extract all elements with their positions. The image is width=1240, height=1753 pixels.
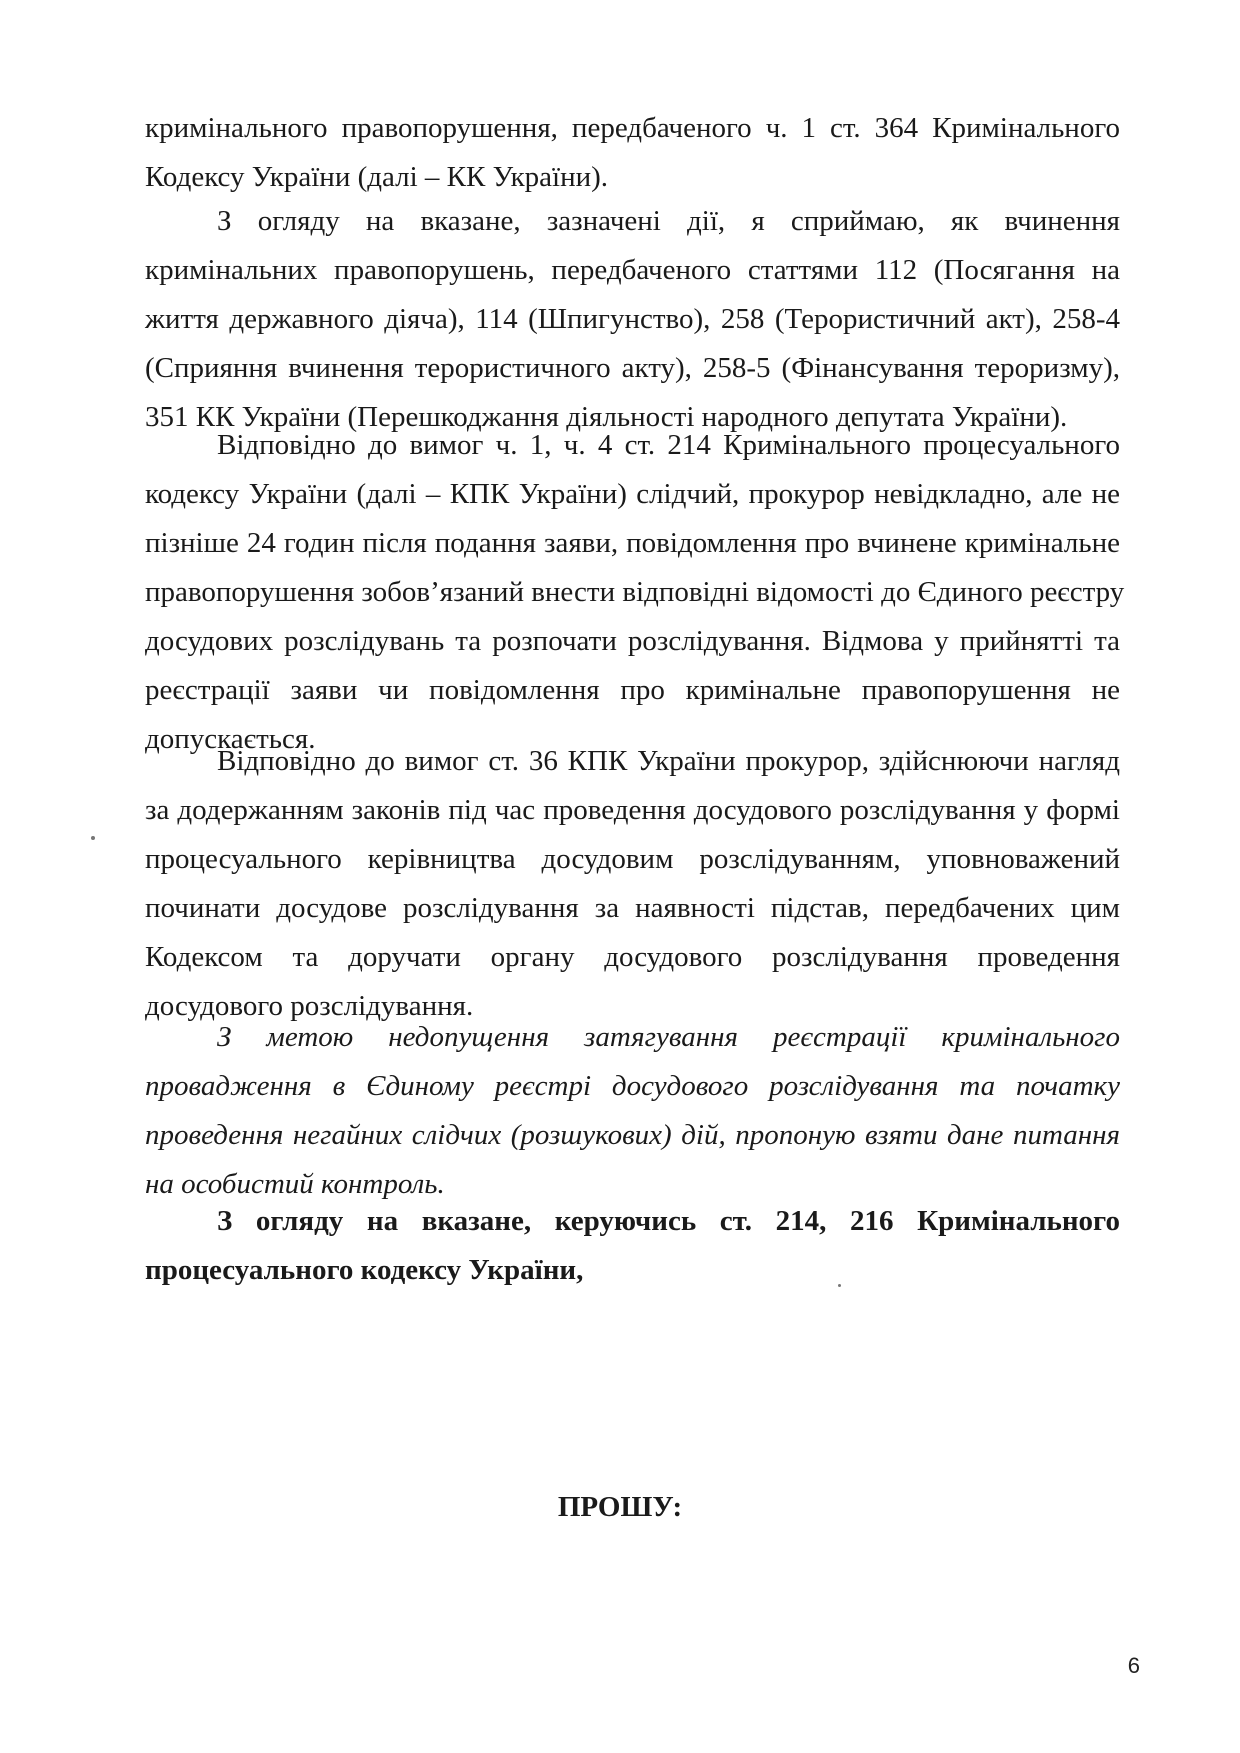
- text-line: кримінальних правопорушень, передбаченого статтями 112 (Посягання на: [145, 254, 1120, 286]
- text-line: З огляду на вказане, керуючись ст. 214, 216 Кримінального: [217, 1205, 1120, 1237]
- text-line: пізніше 24 годин після подання заяви, повідомлення про вчинене кримінальне: [145, 527, 1120, 559]
- scan-speck: [838, 1284, 841, 1287]
- page-number: 6: [1127, 1653, 1140, 1678]
- text-line: починати досудове розслідування за наявності підстав, передбачених цим: [145, 892, 1120, 924]
- request-heading: ПРОШУ:: [557, 1491, 683, 1523]
- text-line: процесуального керівництва досудовим розслідуванням, уповноважений: [145, 843, 1120, 875]
- text-line: З огляду на вказане, зазначені дії, я сприймаю, як вчинення: [217, 205, 1120, 237]
- paragraph-article-214: [145, 421, 1125, 764]
- paragraph-proposal: [145, 1013, 1120, 1209]
- text-line: З метою недопущення затягування реєстрації кримінального: [217, 1021, 1120, 1053]
- text-line: правопорушення зобов’язаний внести відповідні відомості до Єдиного реєстру: [145, 576, 1125, 608]
- paragraph-continuation: [145, 104, 1120, 202]
- text-line: Кодексом та доручати органу досудового розслідування проведення: [145, 941, 1120, 973]
- text-line: Відповідно до вимог ст. 36 КПК України прокурор, здійснюючи нагляд: [217, 745, 1120, 777]
- scan-speck: [91, 836, 95, 840]
- text-line: (Сприяння вчинення терористичного акту), 258-5 (Фінансування тероризму),: [145, 352, 1120, 384]
- text-line: Кодексу України (далі – КК України).: [145, 161, 609, 193]
- text-line: 351 КК України (Перешкоджання діяльності народного депутата України).: [145, 401, 1068, 433]
- text-line: на особистий контроль.: [145, 1168, 445, 1200]
- text-line: життя державного діяча), 114 (Шпигунство), 258 (Терористичний акт), 258-4: [145, 303, 1120, 335]
- text-line: кодексу України (далі – КПК України) слідчий, прокурор невідкладно, але не: [145, 478, 1120, 510]
- text-line: проведення негайних слідчих (розшукових) дій, пропоную взяти дане питання: [145, 1119, 1120, 1151]
- paragraph-offenses: [145, 197, 1120, 442]
- text-line: досудового розслідування.: [145, 990, 474, 1022]
- text-line: реєстрації заяви чи повідомлення про кримінальне правопорушення не: [145, 674, 1120, 706]
- text-line: Відповідно до вимог ч. 1, ч. 4 ст. 214 Кримінального процесуального: [217, 429, 1120, 461]
- paragraph-basis: [145, 1197, 1120, 1295]
- text-line: кримінального правопорушення, передбаченого ч. 1 ст. 364 Кримінального: [145, 112, 1120, 144]
- text-line: процесуального кодексу України,: [145, 1254, 584, 1286]
- text-line: допускається.: [145, 723, 316, 755]
- paragraph-article-36: [145, 737, 1120, 1031]
- text-line: за додержанням законів під час проведення досудового розслідування у формі: [145, 794, 1120, 826]
- text-line: досудових розслідувань та розпочати розслідування. Відмова у прийнятті та: [145, 625, 1120, 657]
- text-line: провадження в Єдиному реєстрі досудового розслідування та початку: [145, 1070, 1120, 1102]
